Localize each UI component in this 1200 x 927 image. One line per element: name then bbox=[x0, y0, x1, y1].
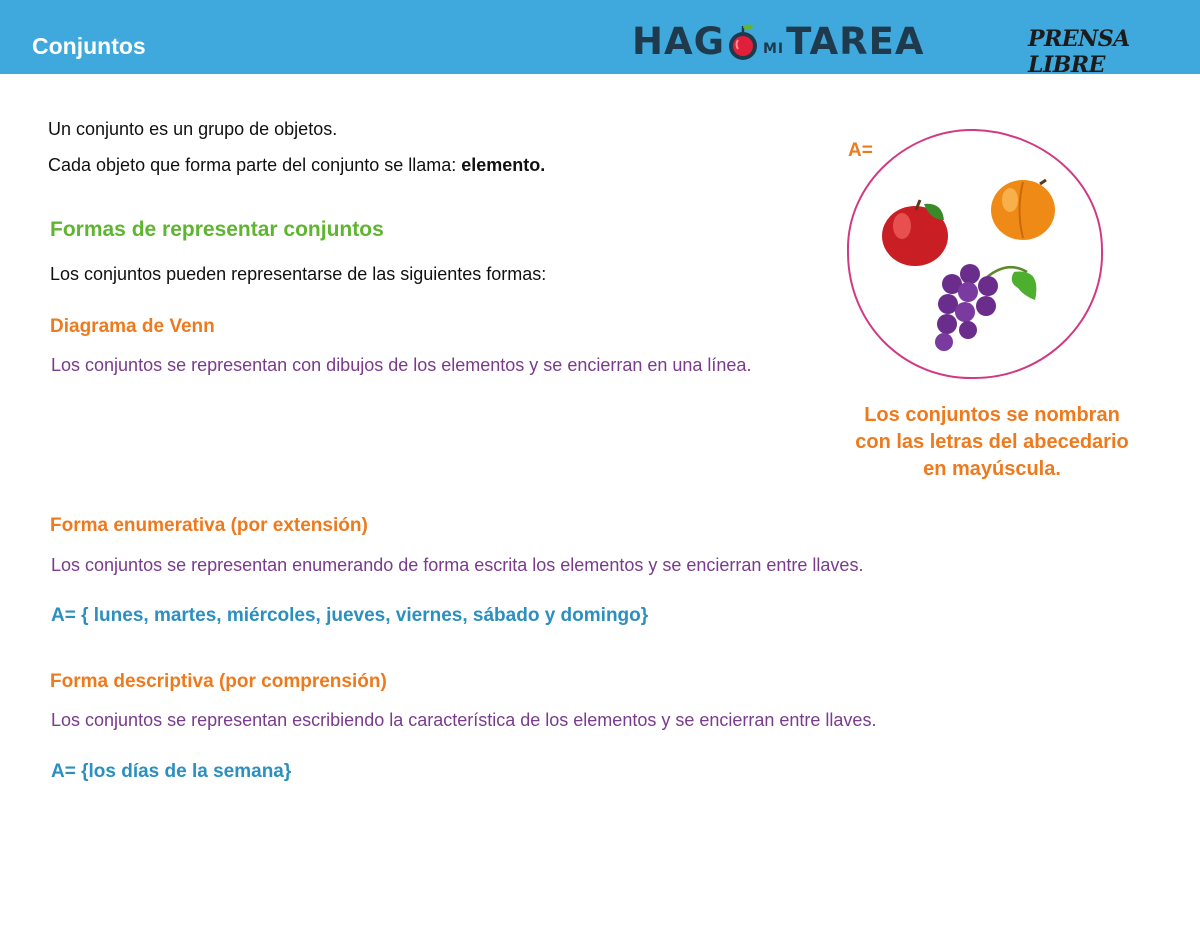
enumerative-example: A= { lunes, martes, miércoles, jueves, viernes, sábado y domingo} bbox=[51, 605, 649, 626]
apricot-icon bbox=[991, 180, 1055, 240]
apple-icon bbox=[882, 200, 948, 266]
grapes-icon bbox=[935, 264, 1036, 351]
intro-line-2 bbox=[48, 155, 545, 176]
venn-caption bbox=[842, 402, 1142, 483]
intro-line-1: Un conjunto es un grupo de objetos. bbox=[48, 119, 338, 139]
venn-heading: Diagrama de Venn bbox=[50, 316, 215, 337]
publisher-logo: PRENSA LIBRE bbox=[1028, 26, 1130, 78]
descriptive-description: Los conjuntos se representan escribiendo la característica de los elementos y se encierran entre llaves. bbox=[51, 710, 877, 730]
brand-text-hag: HAG bbox=[632, 20, 725, 63]
brand-text-tarea: TAREA bbox=[786, 20, 925, 63]
descriptive-heading: Forma descriptiva (por comprensión) bbox=[50, 671, 387, 692]
venn-caption-line: Los conjuntos se nombran bbox=[864, 404, 1120, 426]
venn-caption-line: en mayúscula. bbox=[923, 458, 1061, 480]
brand-text-mi: MI bbox=[762, 41, 785, 57]
descriptive-example: A= {los días de la semana} bbox=[51, 761, 292, 782]
venn-caption-line: con las letras del abecedario bbox=[855, 431, 1129, 453]
venn-diagram bbox=[840, 120, 1110, 390]
element-term: elemento. bbox=[461, 155, 546, 175]
section-subtitle: Los conjuntos pueden representarse de las siguientes formas: bbox=[50, 264, 547, 284]
enumerative-description: Los conjuntos se representan enumerando de forma escrita los elementos y se encierran entre llaves. bbox=[51, 555, 864, 575]
header-bar bbox=[0, 0, 1200, 78]
brand-logo bbox=[632, 18, 925, 62]
venn-description: Los conjuntos se representan con dibujos de los elementos y se encierran en una línea. bbox=[51, 355, 752, 375]
enumerative-heading: Forma enumerativa (por extensión) bbox=[50, 515, 368, 536]
section-heading: Formas de representar conjuntos bbox=[50, 218, 384, 241]
set-label: A= bbox=[848, 140, 873, 161]
page-title: Conjuntos bbox=[32, 33, 146, 59]
venn-boundary bbox=[848, 130, 1102, 378]
intro-line-2-text: Cada objeto que forma parte del conjunto se llama: bbox=[48, 155, 462, 175]
apple-logo-icon bbox=[726, 22, 760, 62]
